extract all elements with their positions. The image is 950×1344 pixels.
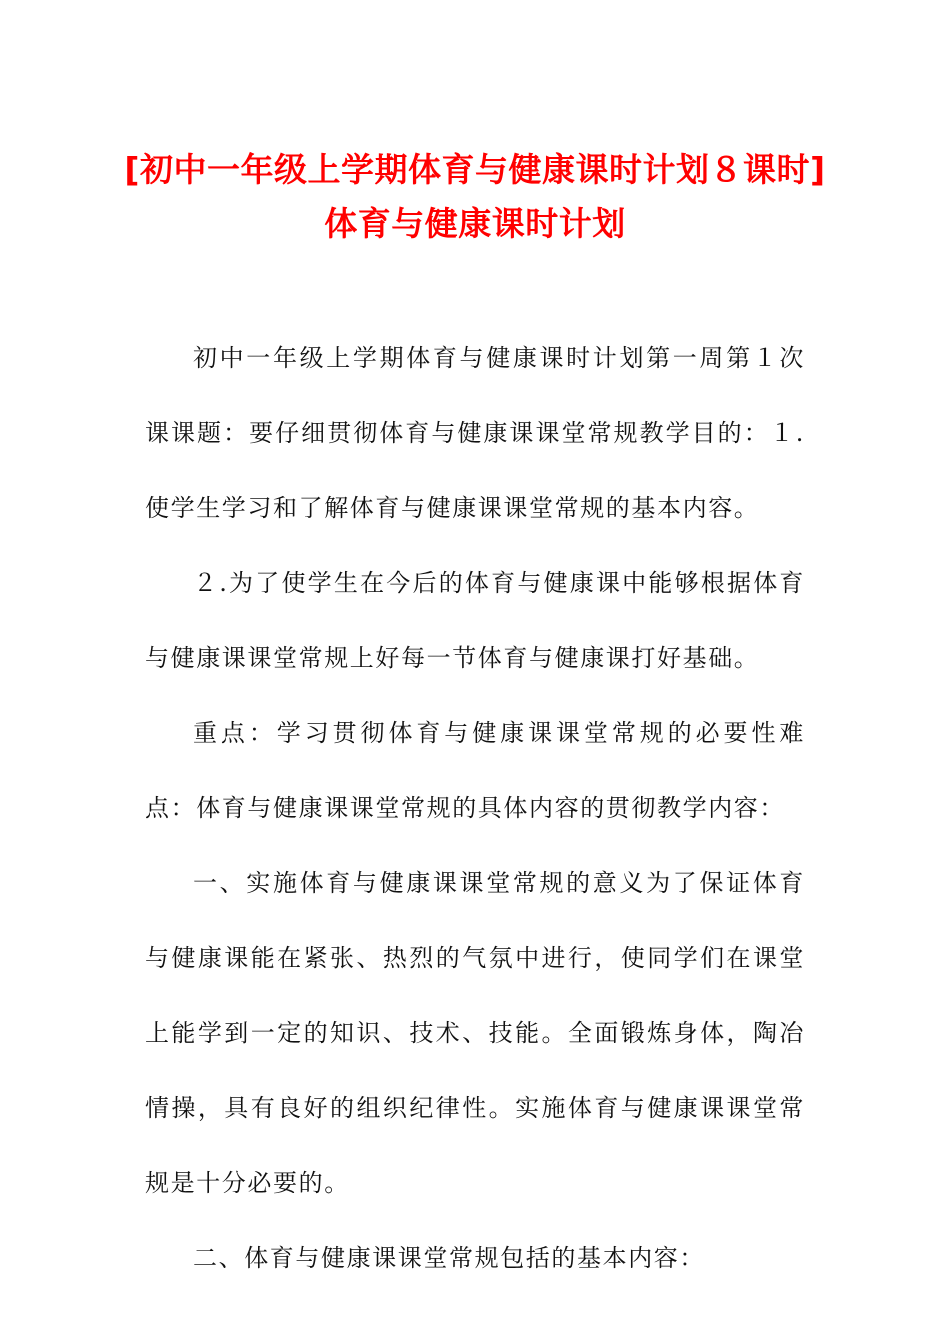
paragraph-objective-two: ２.为了使学生在今后的体育与健康课中能够根据体育与健康课课堂常规上好每一节体育与健康课打好基础。: [145, 569, 805, 672]
paragraph-key-points: 重点：学习贯彻体育与健康课课堂常规的必要性难点：体育与健康课课堂常规的具体内容的贯彻教学内容：: [145, 719, 805, 822]
paragraph-section-one: 一、实施体育与健康课课堂常规的意义为了保证体育与健康课能在紧张、热烈的气氛中进行，使同学们在课堂上能学到一定的知识、技术、技能。全面锻炼身体，陶冶情操，具有良好的组织纪律性。实施体育与健康课课堂常规是十分必要的。: [145, 869, 805, 1197]
paragraph-lesson-objective: 初中一年级上学期体育与健康课时计划第一周第１次课课题：要仔细贯彻体育与健康课课堂常规教学目的：１.使学生学习和了解体育与健康课课堂常规的基本内容。: [145, 344, 805, 522]
paragraph-section-two: 二、体育与健康课课堂常规包括的基本内容：: [193, 1244, 705, 1272]
document-title: [初中一年级上学期体育与健康课时计划８课时]体育与健康课时计划: [124, 150, 826, 243]
document-body: [145, 321, 805, 1296]
